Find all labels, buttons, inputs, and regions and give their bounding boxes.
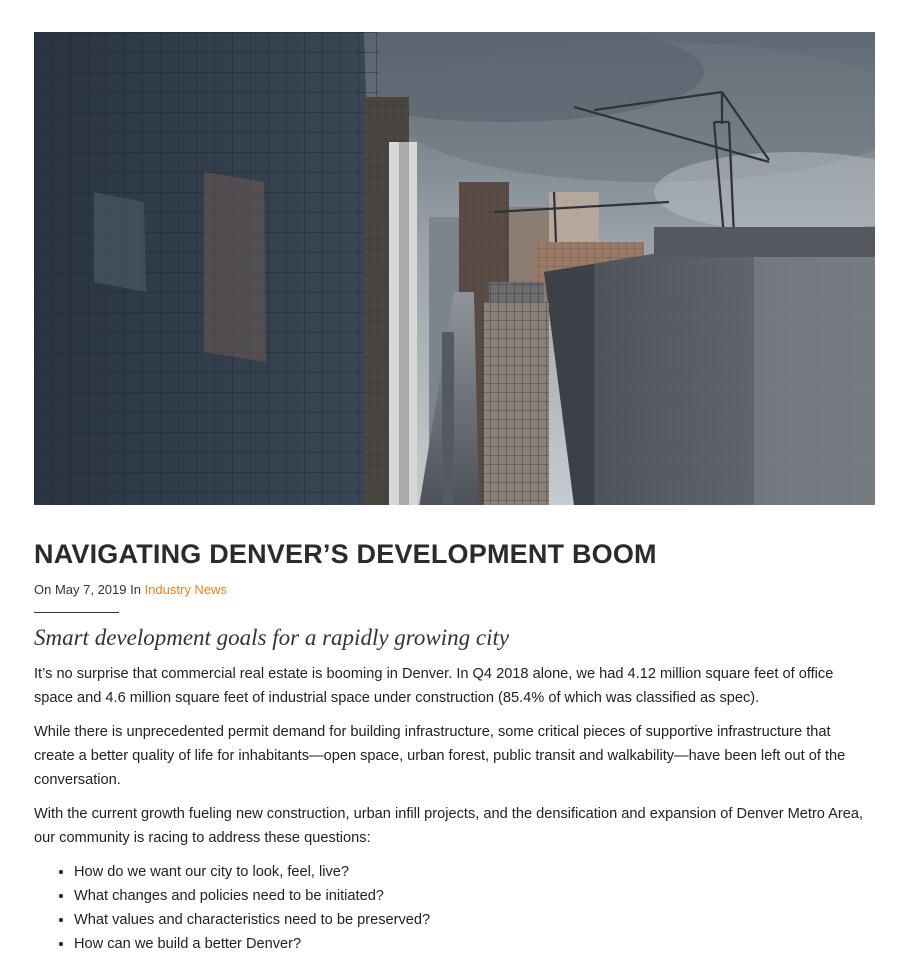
- paragraph: While there is unprecedented permit demand for building infrastructure, some critical pieces of supportive infrastructure that create a better quality of life for inhabitants—open space, urban forest, public transit and walkability—have been left out of the conversation.: [34, 724, 846, 788]
- paragraph: With the current growth fueling new construction, urban infill projects, and the densification and expansion of Denver Metro Area, our community is racing to address these questions:: [34, 806, 864, 846]
- list-item: • What values and characteristics need to be preserved?: [74, 908, 875, 932]
- hero-image: [34, 32, 875, 505]
- list-item: • What changes and policies need to be initiated?: [74, 884, 875, 908]
- list-item: • How can we build a better Denver?: [74, 932, 875, 956]
- post-date: On May 7, 2019 In: [34, 582, 141, 597]
- divider: [34, 612, 119, 613]
- category-link[interactable]: Industry News: [144, 582, 227, 597]
- page-title: NAVIGATING DENVER’S DEVELOPMENT BOOM: [34, 539, 657, 569]
- list-item: • How do we want our city to look, feel, live?: [74, 860, 875, 884]
- article: [34, 32, 875, 956]
- question-list: [34, 860, 875, 956]
- article-subtitle: Smart development goals for a rapidly growing city: [34, 625, 510, 650]
- post-meta: [34, 581, 875, 599]
- paragraph: It’s no surprise that commercial real estate is booming in Denver. In Q4 2018 alone, we had 4.12 million square feet of office space and 4.6 million square feet of industrial space under construction (85.4% of which was classified as spec).: [34, 666, 834, 706]
- city-skyline-image: [34, 32, 875, 505]
